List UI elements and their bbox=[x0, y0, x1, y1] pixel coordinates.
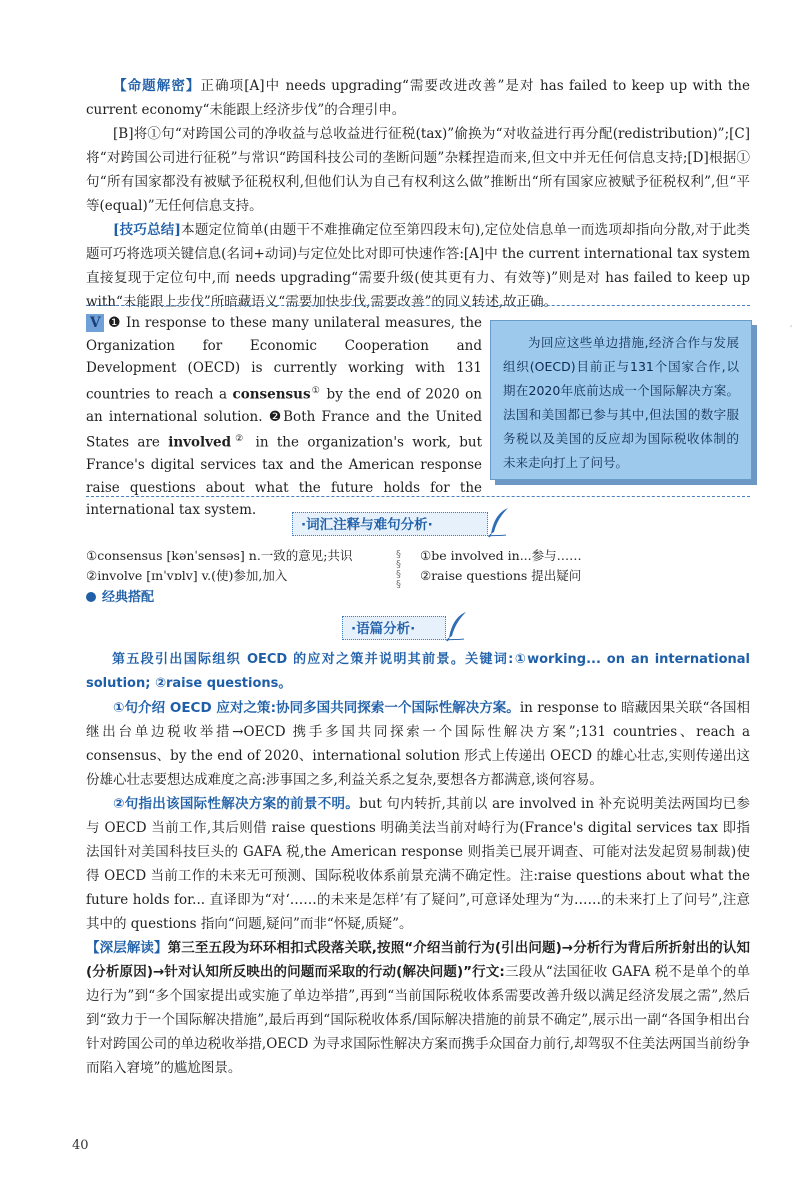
divider-top bbox=[86, 305, 750, 306]
answer-explanation bbox=[86, 74, 750, 122]
technique-summary bbox=[86, 218, 750, 314]
analysis-summary: 第五段引出国际组织 OECD 的应对之策并说明其前景。关键词:①working... on an international solution; ②raise questions。 bbox=[86, 652, 750, 691]
vocab-right-column bbox=[420, 546, 740, 586]
note-marker-1: ① bbox=[310, 385, 322, 396]
phrase-item: ②raise questions 提出疑问 bbox=[420, 568, 582, 583]
deep-reading-text: 三段从“法国征收 GAFA 税不是单个的单边行为”到“多个国家提出或实施了单边举措”,再到“当前国际税收体系需要改善升级以满足经济发展之需”,然后到“致力于一个国际解决措施”,最后再到“国际税收体系/国际解决措施的前景不确定”,展示出一副“各国争相出台针对跨国公司的单边税收举措,OECD 为寻求国际性解决方案而携手众国奋力前行,却驾驭不住美法两国当前纷争而陷入窘境”的尴尬图景。 bbox=[86, 964, 750, 1076]
paragraph-number-badge: V bbox=[86, 314, 104, 332]
sentence-1-marker: ❶ bbox=[107, 315, 122, 331]
phrase-item: ①be involved in...参与…… bbox=[420, 548, 582, 563]
sentence-1a: In response to these many unilateral measures, the Organization for Economic Cooperation and Development (OECD) is currently working with 131 countries to reach a bbox=[86, 315, 483, 402]
sentence-2b: in the organization's work, but France's digital services tax and the American response raise questions about what the future holds for the international tax system. bbox=[86, 434, 482, 518]
divider-bottom bbox=[86, 496, 750, 497]
technique-summary-text: 本题定位简单(由题干不难推确定位至第四段末句),定位处信息单一而选项却指向分散,对于此类题可巧将选项关键信息(名词+动词)与定位处比对即可快速作答:[A]中 the current international tax system 直接复现于定位句中,而 needs upgrading“需要升级(使其更有力、有效等)”则是对 has failed to keep up with“未能跟上步伐”所暗藏语义“需要加快步伐,需要改善”的同义转述,故正确。 bbox=[86, 222, 750, 310]
keyword-involved: involved bbox=[168, 434, 232, 451]
deep-reading bbox=[86, 936, 750, 1080]
column-divider: § § § § bbox=[396, 549, 401, 590]
vocab-item: ①consensus [kənˈsensəs] n.一致的意见;共识 bbox=[86, 548, 353, 563]
bullet-icon bbox=[86, 592, 96, 602]
analysis-sentence-2 bbox=[86, 792, 750, 936]
collocation-label: 经典搭配 bbox=[102, 590, 155, 605]
note-marker-2: ② bbox=[231, 434, 248, 444]
vocab-item: ②involve [ɪnˈvɒlv] v.(使)参加,加入 bbox=[86, 568, 288, 583]
translation-box: 为回应这些单边措施,经济合作与发展组织(OECD)目前正与131个国家合作,以期在2020年底前达成一个国际解决方案。法国和美国都已参与其中,但法国的数字服务税以及美国的反应却为国际税收体制的未来走向打上了问号。 bbox=[490, 320, 752, 480]
analysis-sentence-1 bbox=[86, 696, 750, 792]
margin-mark: ′ bbox=[790, 325, 793, 336]
keyword-consensus: consensus bbox=[232, 386, 311, 402]
quill-icon bbox=[488, 506, 510, 538]
jiqiao-zongjie-tag: [技巧总结] bbox=[113, 222, 181, 238]
vocab-left-column bbox=[86, 546, 386, 586]
mingti-jiemi-tag: 【命题解密】 bbox=[113, 78, 201, 94]
sentence-2-marker: ❷ bbox=[268, 408, 284, 425]
quill-icon bbox=[446, 610, 468, 642]
distractor-analysis: [B]将①句“对跨国公司的净收益与总收益进行征税(tax)”偷换为“对收益进行再分配(redistribution)”;[C]将“对跨国公司进行征税”与常识“跨国科技公司的垄断问题”杂糅捏造而来,但文中并无任何信息支持;[D]根据①句“所有国家都没有被赋予征税权利,但他们认为自己有权利这么做”推断出“所有国家应被赋予征税权利”,但“平等(equal)”无任何信息支持。 bbox=[86, 126, 750, 214]
collocation-heading bbox=[86, 588, 154, 608]
analysis-sentence-2-head: ②句指出该国际性解决方案的前景不明。 bbox=[113, 796, 360, 812]
passage-paragraph-5 bbox=[86, 312, 482, 522]
page-number: 40 bbox=[72, 1138, 89, 1153]
analysis-sentence-1-head: ①句介绍 OECD 应对之策:协同多国共同探索一个国际性解决方案。 bbox=[113, 700, 520, 716]
analysis-sentence-1-text: in response to 暗藏因果关联“各国相继出台单边税收举措→OECD 携手多国共同探索一个国际性解决方案”;131 countries、reach a consensus、by the end of 2020、international solution 形式上传递出 OECD 的雄心壮志,实则传递出这份雄心壮志要想达成难度之高:涉事国之多,利益关系之复杂,要想各方都满意,谈何容易。 bbox=[86, 700, 750, 788]
sentence-2a: Both France and the United States are bbox=[86, 408, 482, 451]
analysis-section-heading: ·语篇分析· bbox=[342, 616, 446, 640]
answer-explanation-text: 正确项[A]中 needs upgrading“需要改进改善”是对 has failed to keep up with the current economy“未能跟上经济步伐”的合理引申。 bbox=[86, 78, 750, 118]
deep-reading-head: 第三至五段为环环相扣式段落关联,按照“介绍当前行为(引出问题)→分析行为背后所折射出的认知(分析原因)→针对认知所反映出的问题而采取的行动(解决问题)”行文: bbox=[86, 940, 750, 980]
vocab-section-heading: ·词汇注释与难句分析· bbox=[292, 512, 488, 536]
shenceng-jiedu-tag: 【深层解读】 bbox=[86, 940, 168, 956]
sentence-1b: by the end of 2020 on an international solution. bbox=[86, 386, 482, 425]
analysis-sentence-2-text: but 句内转折,其前以 are involved in 补充说明美法两国均已参与 OECD 当前工作,其后则借 raise questions 明确美法当前对峙行为(France's digital services tax 即指法国针对美国科技巨头的 GAFA 税,the American response 则指美已展开调查、可能对法发起贸易制裁)使得 OECD 当前工作的未来无可预测、国际税收体系前景充满不确定性。注:raise questions about what the future holds for... 直译即为“对‘……的未来是怎样’有了疑问”,可意译处理为“为……的未来打上了问号”,注意其中的 questions 指向“问题,疑问”而非“怀疑,质疑”。 bbox=[86, 796, 750, 932]
